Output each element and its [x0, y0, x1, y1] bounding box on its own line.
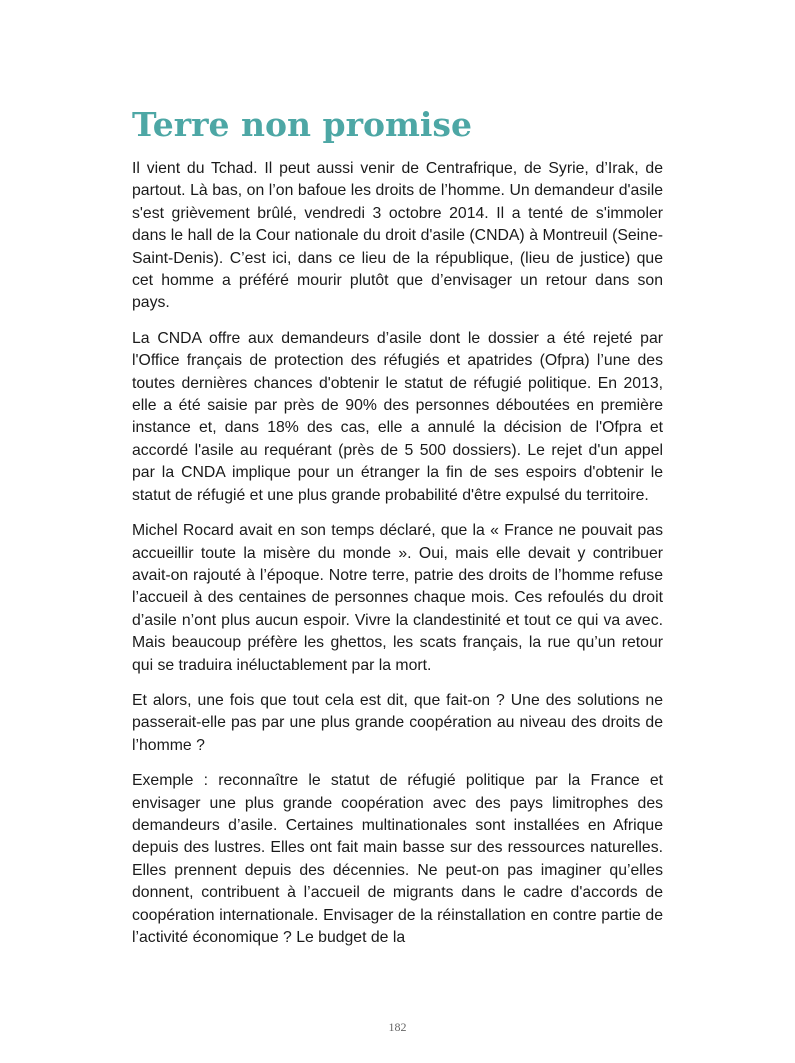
body-text	[132, 158, 663, 962]
paragraph: Il vient du Tchad. Il peut aussi venir de Centrafrique, de Syrie, d’Irak, de partout. Là bas, on l’on bafoue les droits de l’homme. Un demandeur d'asile s'est grièvement brûlé, vendredi 3 octobre 2014. Il a tenté de s'immoler dans le hall de la Cour nationale du droit d'asile (CNDA) à Montreuil (Seine-Saint-Denis). C’est ici, dans ce lieu de la république, (lieu de justice) que cet homme a préféré mourir plutôt que d’envisager un retour dans son pays.	[132, 160, 663, 312]
page-title: Terre non promise	[132, 105, 473, 144]
paragraph: Exemple : reconnaître le statut de réfugié politique par la France et envisager une plus grande coopération avec des pays limitrophes des demandeurs d’asile. Certaines multinationales sont installées en Afrique depuis des lustres. Elles ont fait main basse sur des ressources naturelles. Elles prennent depuis des décennies. Ne peut-on pas imaginer qu’elles donnent, contribuent à l’accueil de migrants dans le cadre d'accords de coopération internationale. Envisager de la réinstallation en contre partie de l’activité économique ? Le budget de la	[132, 772, 663, 946]
paragraph: La CNDA offre aux demandeurs d’asile dont le dossier a été rejeté par l'Office français de protection des réfugiés et apatrides (Ofpra) l’une des toutes dernières chances d'obtenir le statut de réfugié politique. En 2013, elle a été saisie par près de 90% des personnes déboutées en première instance et, dans 18% des cas, elle a annulé la décision de l'Ofpra et accordé l'asile au requérant (près de 5 500 dossiers). Le rejet d'un appel par la CNDA implique pour un étranger la fin de ses espoirs d'obtenir le statut de réfugié et une plus grande probabilité d'être expulsé du territoire.	[132, 329, 663, 504]
paragraph: Michel Rocard avait en son temps déclaré, que la « France ne pouvait pas accueillir toute la misère du monde ». Oui, mais elle devait y contribuer avait-on rajouté à l’époque. Notre terre, patrie des droits de l’homme refuse l’accueil à des centaines de personnes chaque mois. Ces refoulés du droit d’asile n’ont plus aucun espoir. Vivre la clandestinité et tout ce qui va avec. Mais beaucoup préfère les ghettos, les scats français, la rue qu’un retour qui se traduira inéluctablement par la mort.	[132, 522, 663, 674]
page-number: 182	[388, 1020, 407, 1034]
paragraph: Et alors, une fois que tout cela est dit, que fait-on ? Une des solutions ne passerait-elle pas par une plus grande coopération au niveau des droits de l’homme ?	[132, 691, 663, 754]
